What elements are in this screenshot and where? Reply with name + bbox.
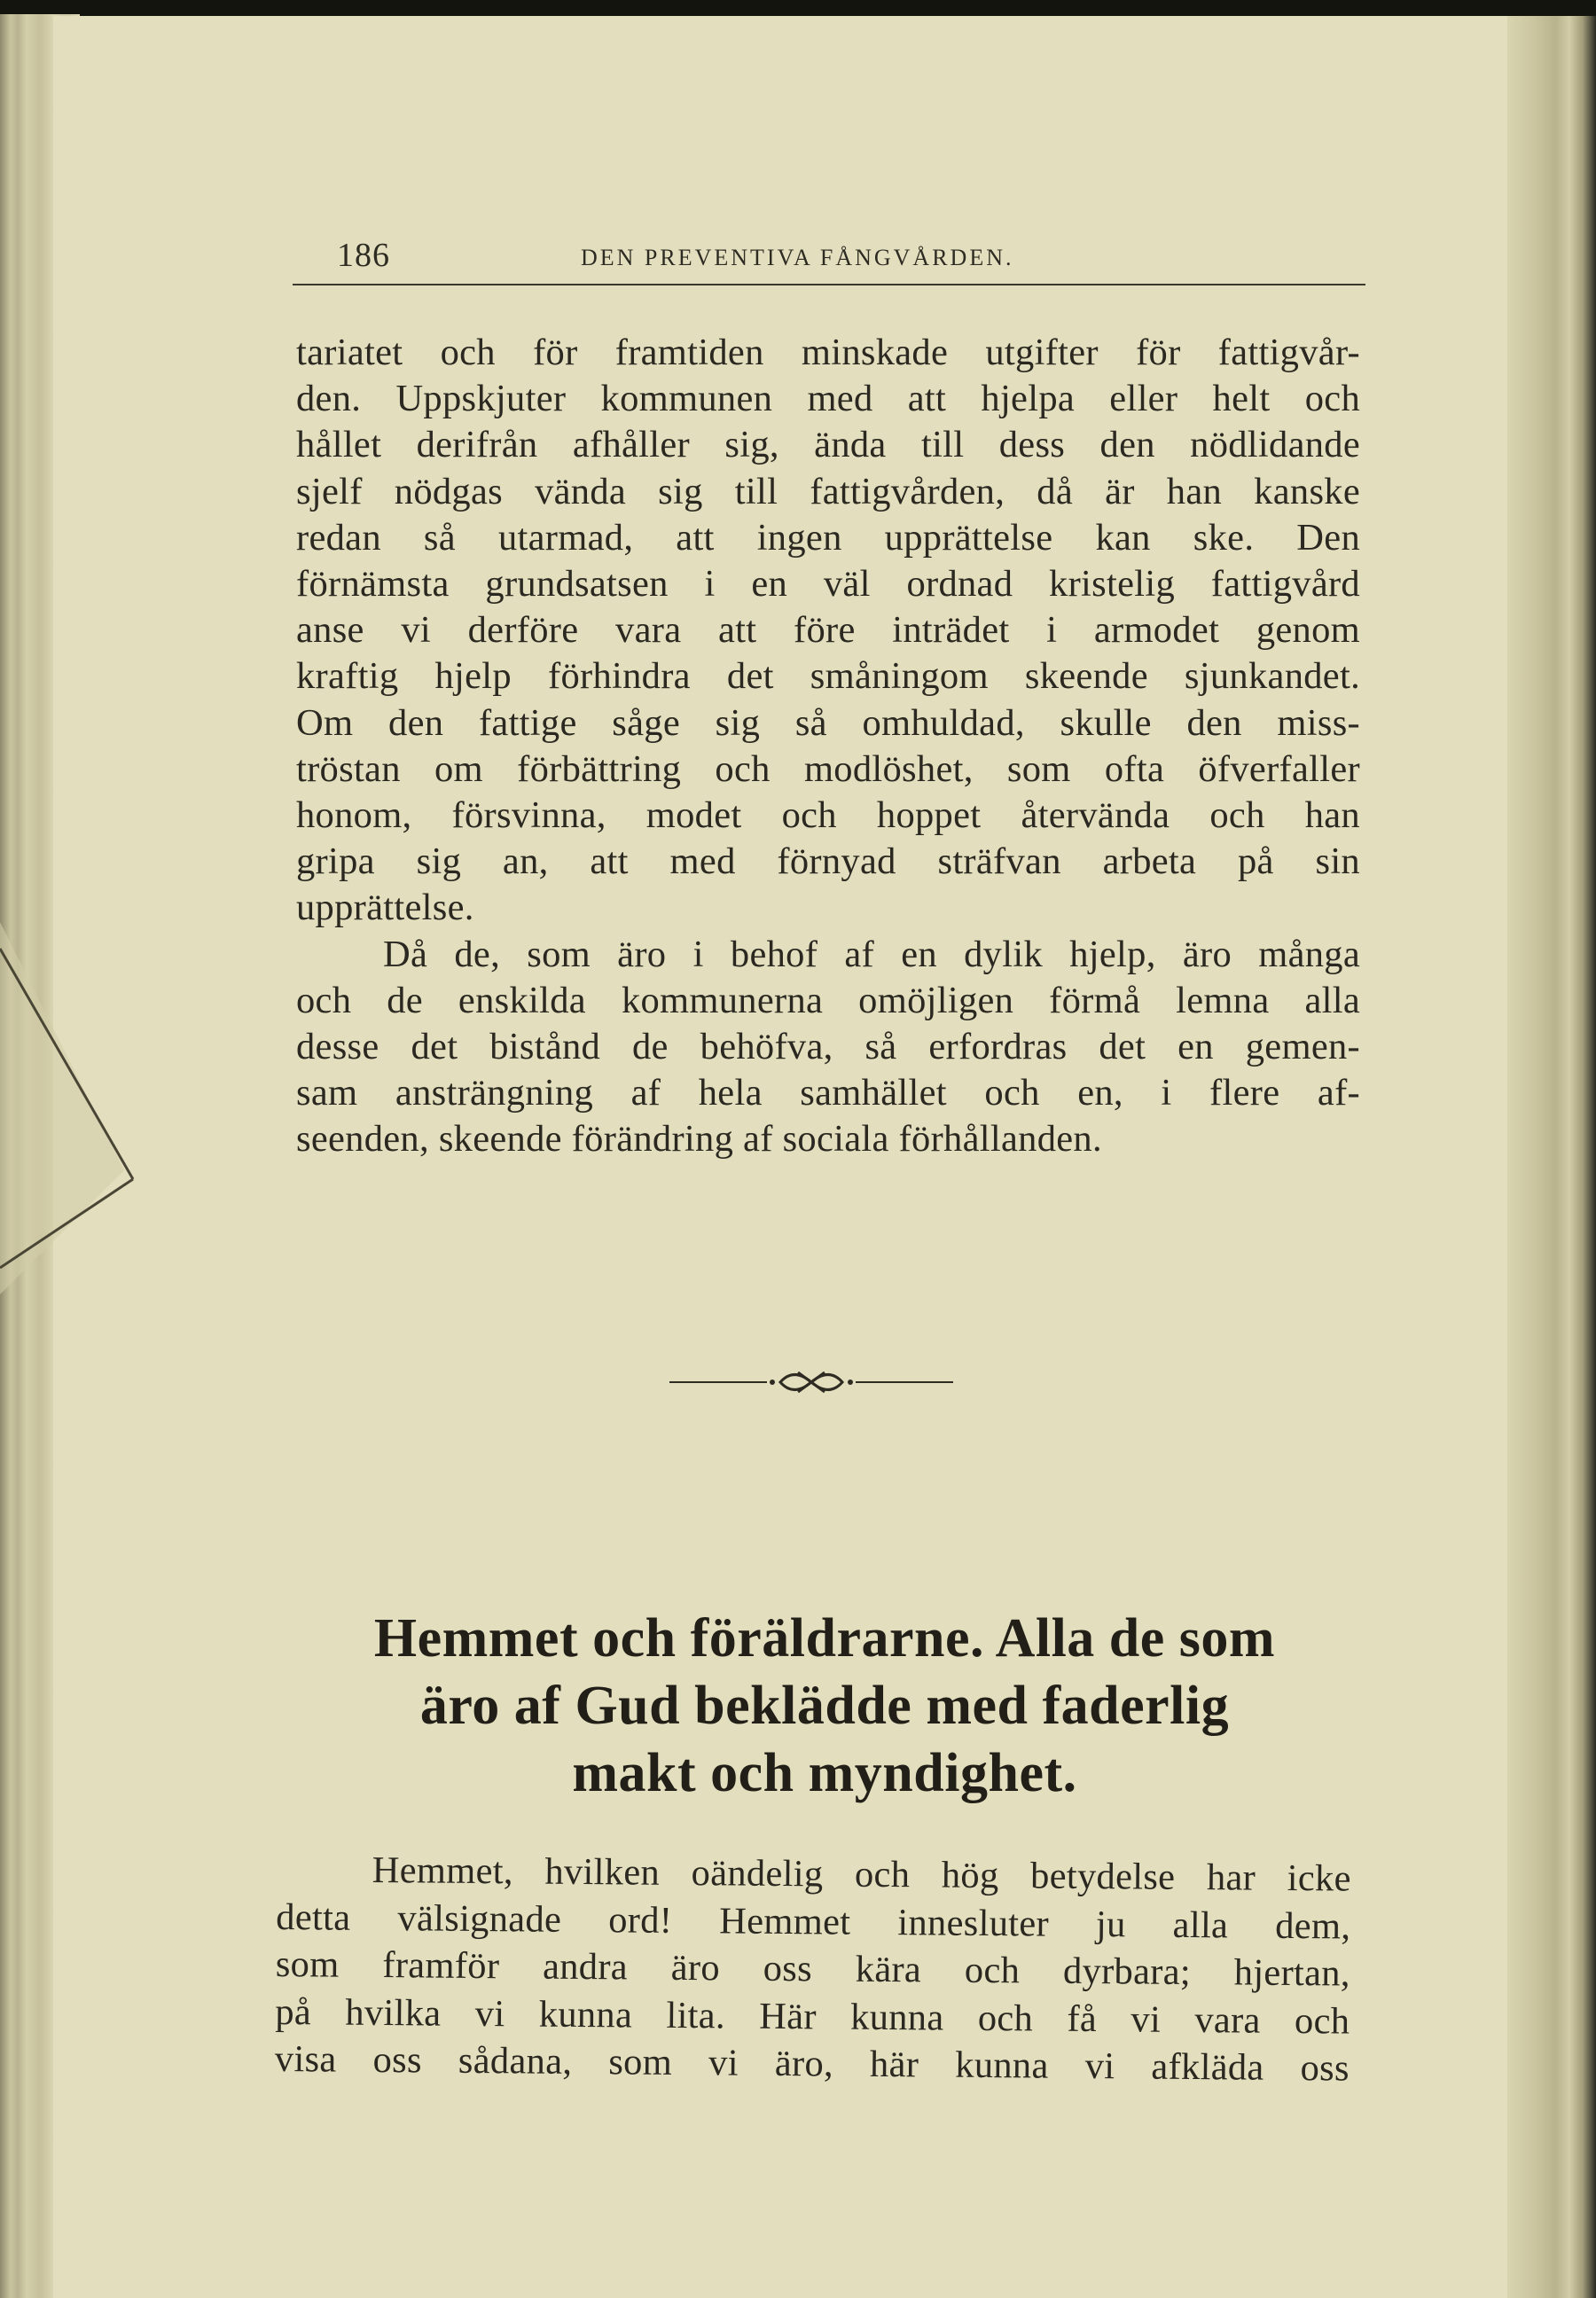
page-number: 186 — [337, 237, 390, 274]
body-text-top — [296, 330, 1360, 1163]
text-line: förnämsta grundsatsen i en väl ordnad kristelig fattigvård — [296, 563, 1360, 606]
text-line: gripa sig an, att med förnyad sträfvan arbeta på sin — [296, 840, 1360, 883]
text-line: anse vi derföre vara att före inträdet i armodet genom — [296, 609, 1360, 652]
text-line: visa oss sådana, som vi äro, här kunna vi afkläda oss — [274, 2037, 1350, 2090]
body-text-bottom — [275, 1846, 1351, 2092]
heading-line: makt och myndighet. — [572, 1743, 1077, 1803]
heading-line: äro af Gud beklädde med faderlig — [419, 1676, 1230, 1736]
text-line: Om den fattige såge sig så omhuldad, skulle den miss- — [296, 701, 1360, 744]
folded-corner — [0, 922, 151, 1294]
text-line: desse det bistånd de behöfva, så erfordras det en gemen- — [296, 1026, 1360, 1068]
text-line: sjelf nödgas vända sig till fattigvården, då är han kanske — [296, 470, 1360, 512]
heading-line: Hemmet och föräldrarne. Alla de som — [373, 1608, 1276, 1669]
running-head — [337, 236, 1365, 287]
text-line: sam ansträngning af hela samhället och en, i flere af- — [296, 1072, 1360, 1114]
text-line: upprättelse. — [296, 887, 474, 929]
text-line: detta välsignade ord! Hemmet innesluter ju alla dem, — [276, 1895, 1351, 1948]
section-ornament — [669, 1360, 953, 1404]
text-line: kraftig hjelp förhindra det småningom skeende sjunkandet. — [296, 655, 1360, 698]
text-line: den. Uppskjuter kommunen med att hjelpa eller helt och — [296, 378, 1360, 420]
text-line: hållet derifrån afhåller sig, ända till dess den nödlidande — [296, 424, 1360, 466]
page-right-edge — [1507, 16, 1596, 2298]
text-line: seenden, skeende förändring af sociala förhållanden. — [296, 1118, 1102, 1161]
text-line: redan så utarmad, att ingen upprättelse kan ske. Den — [296, 516, 1360, 559]
text-line: tröstan om förbättring och modlöshet, som ofta öfverfaller — [296, 747, 1360, 790]
paragraph — [296, 330, 1360, 932]
paragraph — [296, 932, 1360, 1163]
running-title: DEN PREVENTIVA FÅNGVÅRDEN. — [581, 245, 1014, 270]
text-line: och de enskilda kommunerna omöjligen förmå lemna alla — [296, 979, 1360, 1021]
chapter-heading — [301, 1605, 1348, 1807]
header-rule — [293, 284, 1365, 285]
text-line: på hvilka vi kunna lita. Här kunna och få vi vara och — [275, 1990, 1350, 2043]
text-line: tariatet och för framtiden minskade utgifter för fattigvår- — [296, 332, 1360, 373]
text-line: Hemmet, hvilken oändelig och hög betydelse har icke — [372, 1849, 1351, 1900]
text-line: Då de, som äro i behof af en dylik hjelp, äro många — [383, 933, 1360, 975]
text-line: honom, försvinna, modet och hoppet återvända och han — [296, 794, 1360, 837]
text-line: som framför andra äro oss kära och dyrbara; hjertan, — [275, 1942, 1350, 1995]
